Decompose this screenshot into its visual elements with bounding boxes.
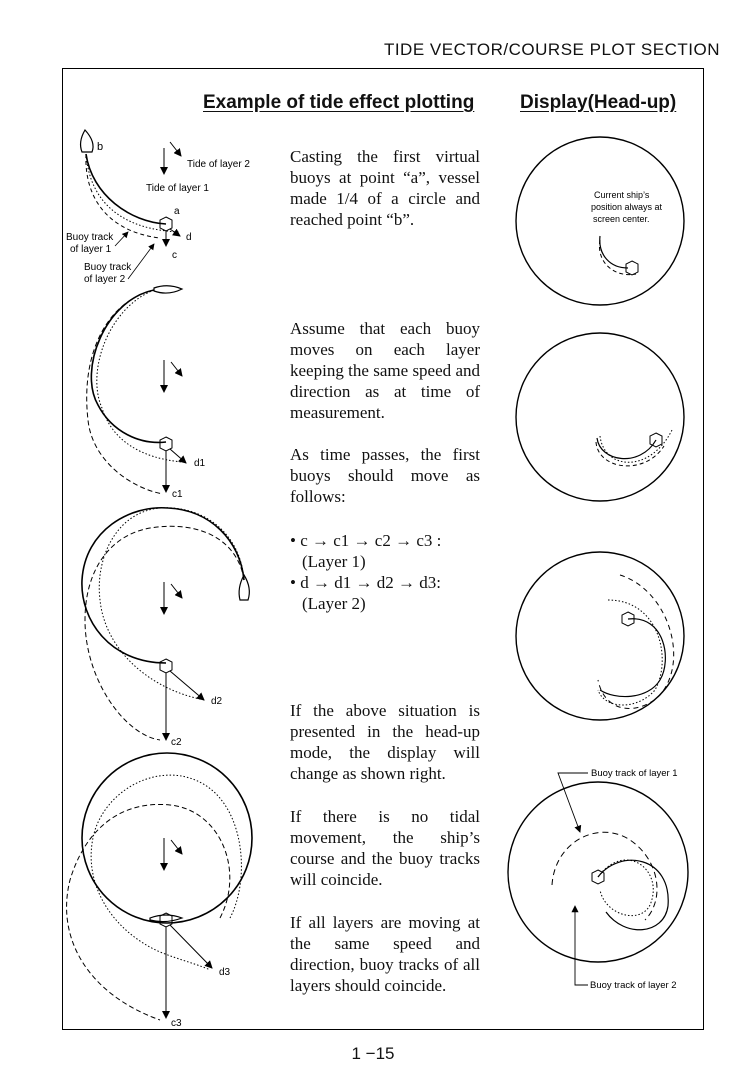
ship-icon bbox=[150, 915, 182, 922]
headup-display-4 bbox=[508, 768, 688, 991]
buoy-track-layer-2 bbox=[99, 508, 244, 700]
ship-icon bbox=[154, 286, 182, 293]
label-buoy-track-l1-a: Buoy track bbox=[66, 232, 114, 243]
label-c1: c1 bbox=[172, 489, 183, 500]
text-p1: Casting the first virtual buoys at point “a”, vessel made 1/4 of a circle and reached point “b”. bbox=[290, 147, 480, 229]
page-number: 1 −15 bbox=[351, 1044, 395, 1063]
label-tide-layer-2: Tide of layer 2 bbox=[187, 159, 250, 170]
label-tide-layer-1: Tide of layer 1 bbox=[146, 183, 209, 194]
buoy-track-layer-2 bbox=[97, 290, 182, 462]
right-column-title: Display(Head-up) bbox=[520, 92, 677, 113]
ship-course bbox=[91, 290, 166, 442]
bullet-list bbox=[290, 530, 480, 614]
diagram-4 bbox=[67, 753, 252, 1029]
diagram-3 bbox=[82, 508, 249, 748]
label-buoy-track-layer1: Buoy track of layer 1 bbox=[591, 768, 678, 779]
headup-display-1 bbox=[516, 137, 684, 305]
diagram-1 bbox=[66, 130, 250, 285]
label-buoy-track-l2-b: of layer 2 bbox=[84, 274, 126, 285]
text-p6: If all layers are moving at the same speed and direction, buoy tracks of all layers should coincide. bbox=[290, 913, 480, 995]
label-c3: c3 bbox=[171, 1018, 182, 1029]
text-p5: If there is no tidal movement, the ship’s course and the buoy tracks will coincide. bbox=[290, 807, 480, 889]
label-b: b bbox=[97, 141, 104, 153]
bullet-1-line-1: c → c1 → c2 → c3 : bbox=[300, 531, 442, 550]
ship-course-circle bbox=[82, 753, 252, 923]
paragraph-time-passes bbox=[290, 444, 480, 507]
label-buoy-track-l1-b: of layer 1 bbox=[70, 244, 112, 255]
label-c: c bbox=[172, 250, 177, 261]
left-column-title: Example of tide effect plotting bbox=[203, 92, 475, 113]
label-d3: d3 bbox=[219, 967, 231, 978]
label-current-ship-l2: position always at bbox=[591, 202, 663, 212]
bullet-2-line-1: d → d1 → d2 → d3: bbox=[300, 573, 441, 592]
buoy-track-layer-1 bbox=[67, 804, 230, 1020]
text-p2: Assume that each buoy moves on each layer keeping the same speed and direction as at time of measurement. bbox=[290, 319, 480, 422]
label-a: a bbox=[174, 206, 180, 217]
paragraph-casting-buoys bbox=[290, 146, 480, 230]
headup-display-2 bbox=[516, 333, 684, 501]
text-p3: As time passes, the first buoys should move as follows: bbox=[290, 445, 480, 506]
label-d: d bbox=[186, 232, 192, 243]
diagram-2 bbox=[87, 286, 206, 500]
buoy-track-layer-1 bbox=[86, 154, 160, 238]
bullet-2-line-2: (Layer 2) bbox=[302, 594, 366, 613]
ship-course bbox=[82, 508, 244, 663]
label-c2: c2 bbox=[171, 737, 182, 748]
label-d2: d2 bbox=[211, 696, 223, 707]
label-current-ship-l3: screen center. bbox=[593, 214, 650, 224]
label-buoy-track-layer2: Buoy track of layer 2 bbox=[590, 980, 677, 991]
paragraph-all-layers bbox=[290, 912, 480, 996]
headup-display-3 bbox=[516, 552, 684, 720]
text-p4: If the above situation is presented in the head-up mode, the display will change as shown right. bbox=[290, 701, 480, 783]
bullet-1: • c → c1 → c2 → c3 : bbox=[290, 531, 442, 550]
paragraph-assumption bbox=[290, 318, 480, 423]
ship-icon-b bbox=[81, 130, 94, 152]
bullet-1-line-2: (Layer 1) bbox=[302, 552, 366, 571]
label-buoy-track-l2-a: Buoy track bbox=[84, 262, 132, 273]
buoy-track-layer-1 bbox=[87, 290, 163, 494]
label-current-ship-l1: Current ship’s bbox=[594, 190, 650, 200]
paragraph-no-tidal bbox=[290, 806, 480, 890]
bullet-2: • d → d1 → d2 → d3: bbox=[290, 573, 441, 592]
label-d1: d1 bbox=[194, 458, 206, 469]
buoy-track-layer-1 bbox=[85, 526, 244, 740]
paragraph-headup-mode bbox=[290, 700, 480, 784]
section-header: TIDE VECTOR/COURSE PLOT SECTION bbox=[383, 40, 720, 59]
